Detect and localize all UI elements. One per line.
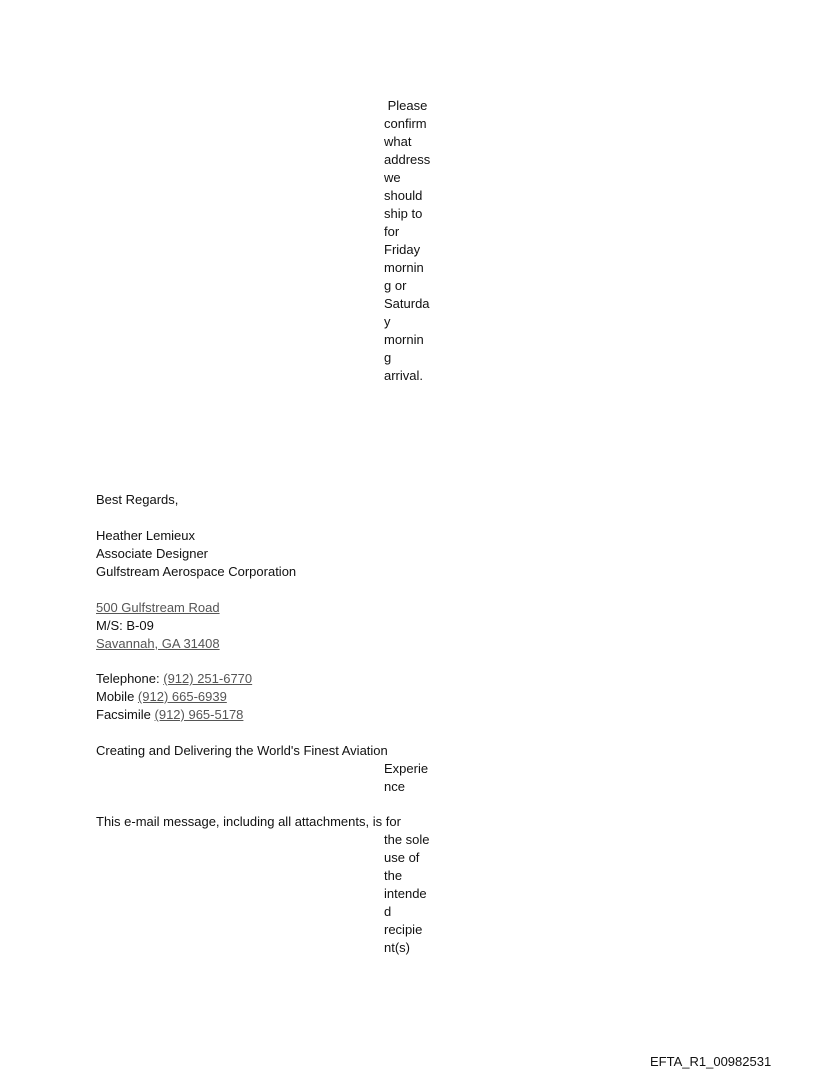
message-line: what bbox=[384, 134, 412, 149]
closing-text: Best Regards, bbox=[96, 492, 179, 507]
disclaimer-wrap-line: the sole bbox=[384, 832, 430, 847]
message-line: we bbox=[384, 170, 401, 185]
message-line: y bbox=[384, 314, 391, 329]
message-line: Friday bbox=[384, 242, 421, 257]
address-street-link[interactable]: 500 Gulfstream Road bbox=[96, 600, 220, 615]
message-line: for bbox=[384, 224, 400, 239]
mobile-row bbox=[96, 688, 227, 706]
disclaimer-text: This e-mail message, including all attachments, is for bbox=[96, 814, 401, 829]
message-line: ship to bbox=[384, 206, 423, 221]
message-line: confirm bbox=[384, 116, 427, 131]
telephone-row bbox=[96, 670, 252, 688]
message-line: arrival. bbox=[384, 368, 424, 383]
sender-name: Heather Lemieux bbox=[96, 528, 195, 543]
tagline-wrap-line: nce bbox=[384, 779, 405, 794]
sender-company: Gulfstream Aerospace Corporation bbox=[96, 564, 297, 579]
message-line: g or bbox=[384, 278, 407, 293]
disclaimer-wrap-line: d bbox=[384, 904, 392, 919]
document-id: EFTA_R1_00982531 bbox=[650, 1054, 772, 1069]
mobile-link[interactable]: (912) 665-6939 bbox=[137, 689, 227, 704]
disclaimer-wrap-line: the bbox=[384, 868, 403, 883]
disclaimer-wrap-line: recipie bbox=[384, 922, 423, 937]
tagline-wrap-line: Experie bbox=[384, 761, 429, 776]
mobile-label: Mobile bbox=[96, 689, 138, 704]
fax-link[interactable]: (912) 965-5178 bbox=[154, 707, 244, 722]
address-city-link[interactable]: Savannah, GA 31408 bbox=[96, 636, 220, 651]
tagline: Creating and Delivering the World's Finest Aviation bbox=[96, 743, 388, 758]
disclaimer-wrap-line: nt(s) bbox=[384, 940, 410, 955]
message-line: Saturda bbox=[384, 296, 430, 311]
message-line: mornin bbox=[384, 260, 424, 275]
message-line: g bbox=[384, 350, 392, 365]
sender-title: Associate Designer bbox=[96, 546, 208, 561]
message-line: address bbox=[384, 152, 431, 167]
message-line: Please bbox=[384, 98, 428, 113]
message-line: should bbox=[384, 188, 423, 203]
message-line: mornin bbox=[384, 332, 424, 347]
mail-stop: M/S: B-09 bbox=[96, 618, 154, 633]
disclaimer-wrap-line: use of bbox=[384, 850, 420, 865]
telephone-link[interactable]: (912) 251-6770 bbox=[163, 671, 253, 686]
fax-row bbox=[96, 706, 243, 724]
telephone-label: Telephone: bbox=[96, 671, 164, 686]
fax-label: Facsimile bbox=[96, 707, 155, 722]
disclaimer-wrap-line: intende bbox=[384, 886, 427, 901]
